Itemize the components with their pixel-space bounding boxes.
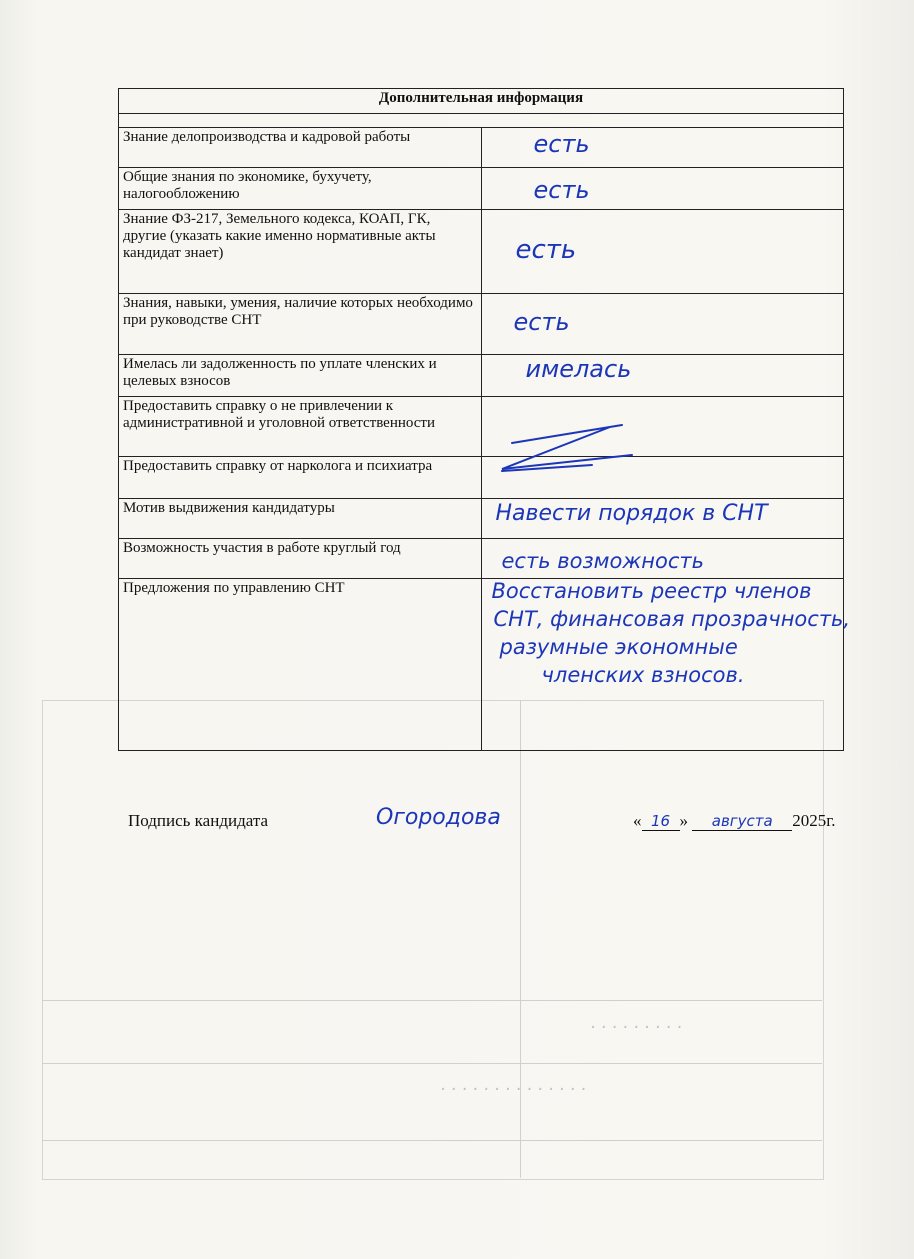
handwritten-answer: имелась [525,355,632,383]
answer-cell [481,210,844,294]
table-row [119,579,844,751]
table-title: Дополнительная информация [119,89,844,114]
answer-cell [481,397,844,457]
ghost-rule [42,1000,822,1001]
date-open-quote: « [633,811,642,830]
ghost-divider [520,700,521,1178]
question-cell: Знания, навыки, умения, наличие которых необходимо при руководстве СНТ [119,294,482,355]
table-row [119,355,844,397]
answer-cell [481,168,844,210]
table-row [119,539,844,579]
answer-cell [481,294,844,355]
date-day: 16 [642,812,680,831]
handwritten-answer: есть [513,308,570,336]
ghost-table [42,700,824,1180]
ghost-rule [42,1140,822,1141]
answer-cell [481,499,844,539]
table-row [119,397,844,457]
date-year: 2025г. [792,811,836,830]
empty-row [119,114,844,128]
additional-info-table [118,88,851,751]
table-row [119,128,844,168]
handwritten-answer-line: СНТ, финансовая прозрачность, [493,607,851,631]
date-close-quote: » [679,811,688,830]
handwritten-answer: есть [533,176,590,204]
signature-date [633,811,836,831]
question-cell: Имелась ли задолженность по уплате членских и целевых взносов [119,355,482,397]
answer-cell [481,539,844,579]
signature-handwritten: Огородова [376,805,501,830]
table-row [119,210,844,294]
answer-cell [481,355,844,397]
handwritten-answer-line: членских взносов. [541,663,745,687]
table-row [119,168,844,210]
handwritten-answer-line: Восстановить реестр членов [491,579,812,603]
answer-cell [481,579,851,751]
table-row [119,499,844,539]
question-cell: Мотив выдвижения кандидатуры [119,499,482,539]
question-cell: Знание ФЗ-217, Земельного кодекса, КОАП, ГК, другие (указать какие именно нормативные акты кандидат знает) [119,210,482,294]
ghost-rule [42,1063,822,1064]
question-cell: Предложения по управлению СНТ [119,579,482,751]
signature-label: Подпись кандидата [128,811,269,830]
handwritten-answer: Навести порядок в СНТ [495,501,768,526]
question-cell: Общие знания по экономике, бухучету, налогообложению [119,168,482,210]
handwritten-answer: есть [515,235,577,265]
signature-row [128,805,868,845]
question-cell: Предоставить справку от нарколога и психиатра [119,457,482,499]
answer-cell [481,457,844,499]
question-cell: Возможность участия в работе круглый год [119,539,482,579]
date-month: августа [692,812,792,831]
table-row [119,294,844,355]
question-cell: Предоставить справку о не привлечении к административной и уголовной ответственности [119,397,482,457]
table-row [119,457,844,499]
answer-cell [481,128,844,168]
handwritten-answer-line: разумные экономные [499,635,738,659]
handwritten-answer: есть возможность [501,549,704,573]
handwritten-answer: есть [533,130,590,158]
ghost-handwriting: · · · · · · · · · · · · · · [440,1080,586,1100]
question-cell: Знание делопроизводства и кадровой работы [119,128,482,168]
ghost-handwriting: · · · · · · · · · [590,1018,682,1038]
